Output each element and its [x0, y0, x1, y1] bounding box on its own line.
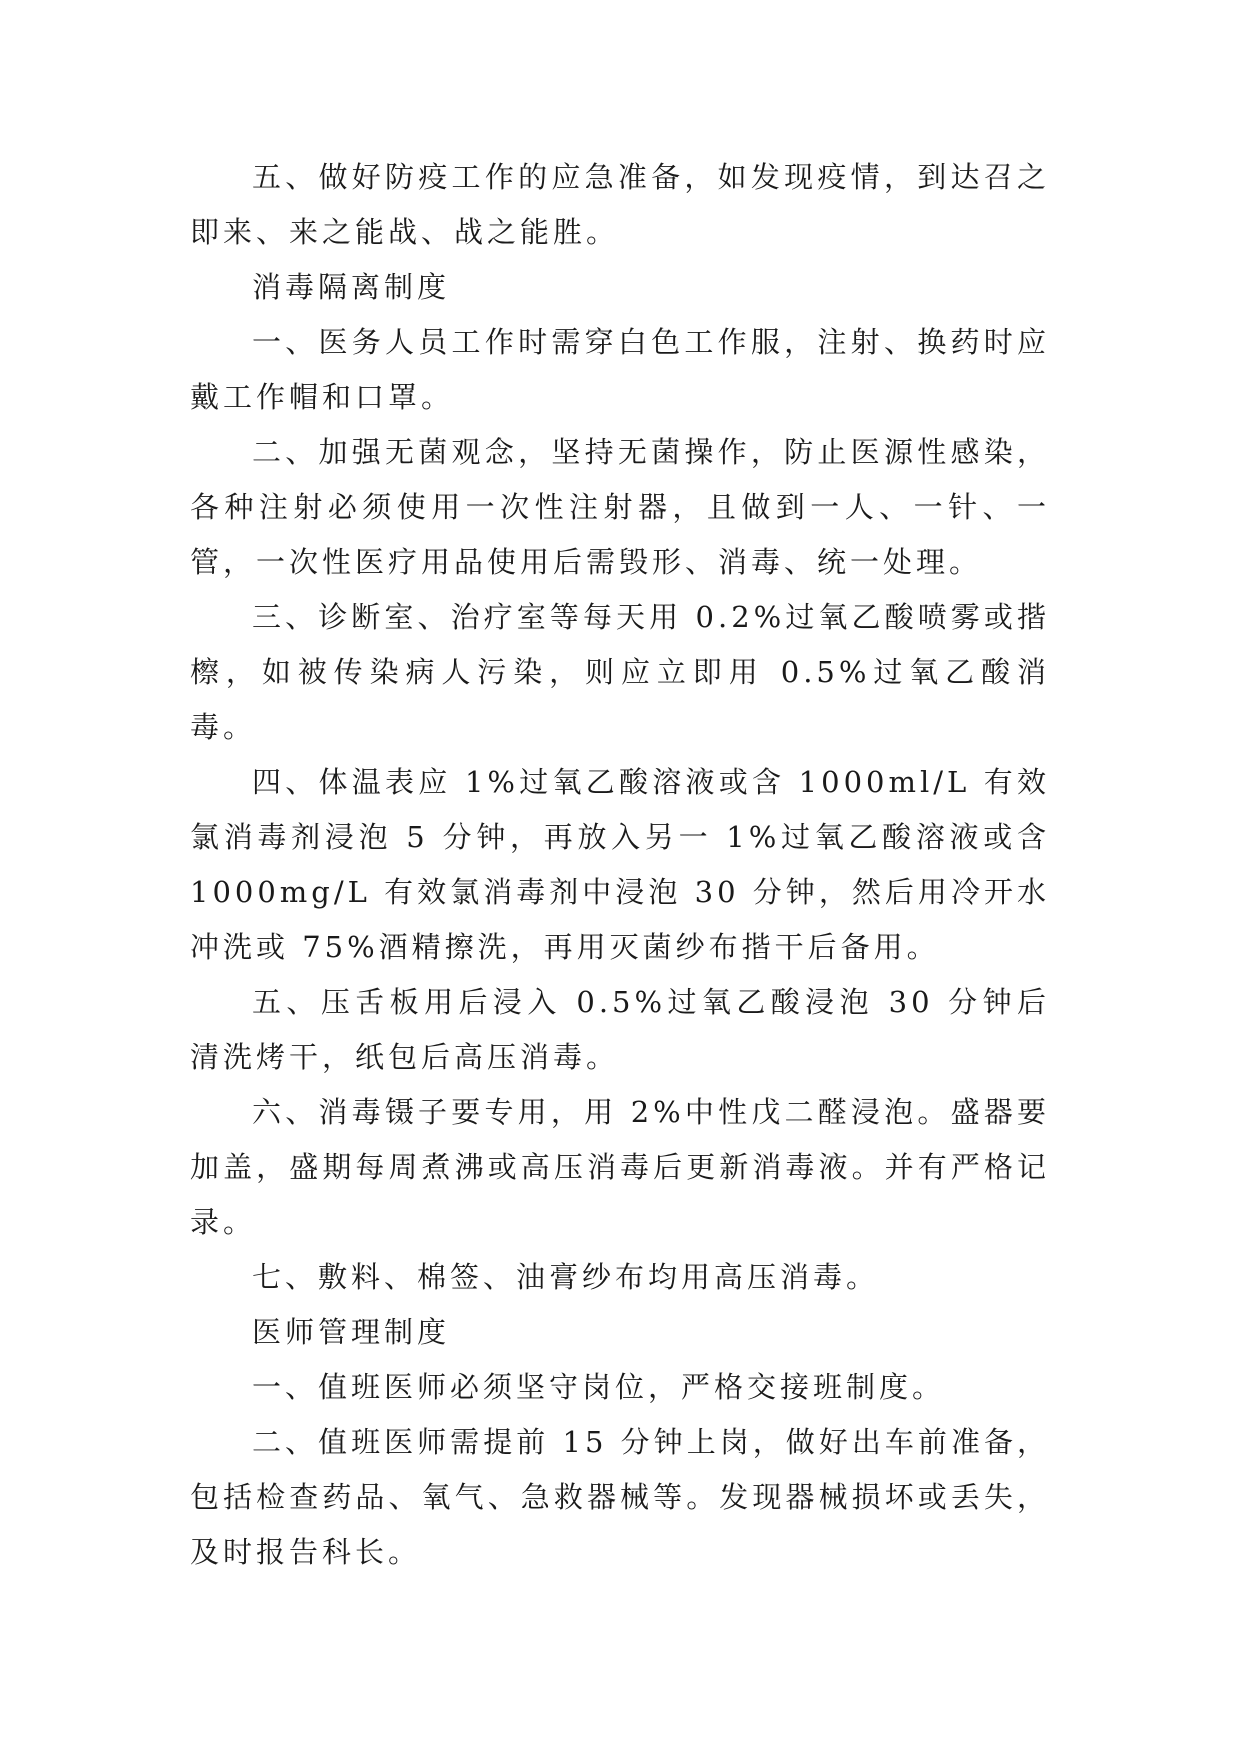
section-heading-disinfection-isolation: 消毒隔离制度	[252, 270, 451, 304]
paragraph-dressings: 七、敷料、棉签、油膏纱布均用高压消毒。	[252, 1260, 880, 1294]
paragraph-thermometer: 四、体温表应 1%过氧乙酸溶液或含 1000ml/L 有效氯消毒剂浸泡 5 分钟，再放入另一 1%过氧乙酸溶液或含 1000mg/L 有效氯消毒剂中浸泡 30 分钟，然后用冷开水冲洗或 75%酒精擦洗，再用灭菌纱布揩干后备用。	[190, 765, 1050, 964]
paragraph-tongue-depressor: 五、压舌板用后浸入 0.5%过氧乙酸浸泡 30 分钟后清洗烤干，纸包后高压消毒。	[190, 985, 1050, 1074]
paragraph-forceps: 六、消毒镊子要专用，用 2%中性戊二醛浸泡。盛器要加盖，盛期每周煮沸或高压消毒后更新消毒液。并有严格记录。	[190, 1095, 1050, 1239]
paragraph-pre-departure-check: 二、值班医师需提前 15 分钟上岗，做好出车前准备，包括检查药品、氧气、急救器械等。发现器械损坏或丢失，及时报告科长。	[190, 1425, 1050, 1569]
paragraph-room-disinfection: 三、诊断室、治疗室等每天用 0.2%过氧乙酸喷雾或揩檫，如被传染病人污染，则应立即用 0.5%过氧乙酸消毒。	[190, 600, 1050, 744]
section-heading-physician-management: 医师管理制度	[252, 1315, 451, 1349]
paragraph-item-5-emergency-prep: 五、做好防疫工作的应急准备，如发现疫情，到达召之即来、来之能战、战之能胜。	[190, 160, 1050, 249]
document-body	[190, 150, 1050, 1580]
paragraph-on-duty-post: 一、值班医师必须坚守岗位，严格交接班制度。	[252, 1370, 946, 1404]
paragraph-work-clothes: 一、医务人员工作时需穿白色工作服，注射、换药时应戴工作帽和口罩。	[190, 325, 1050, 414]
paragraph-aseptic-concept: 二、加强无菌观念，坚持无菌操作，防止医源性感染，各种注射必须使用一次性注射器，且做到一人、一针、一管，一次性医疗用品使用后需毁形、消毒、统一处理。	[190, 435, 1050, 579]
